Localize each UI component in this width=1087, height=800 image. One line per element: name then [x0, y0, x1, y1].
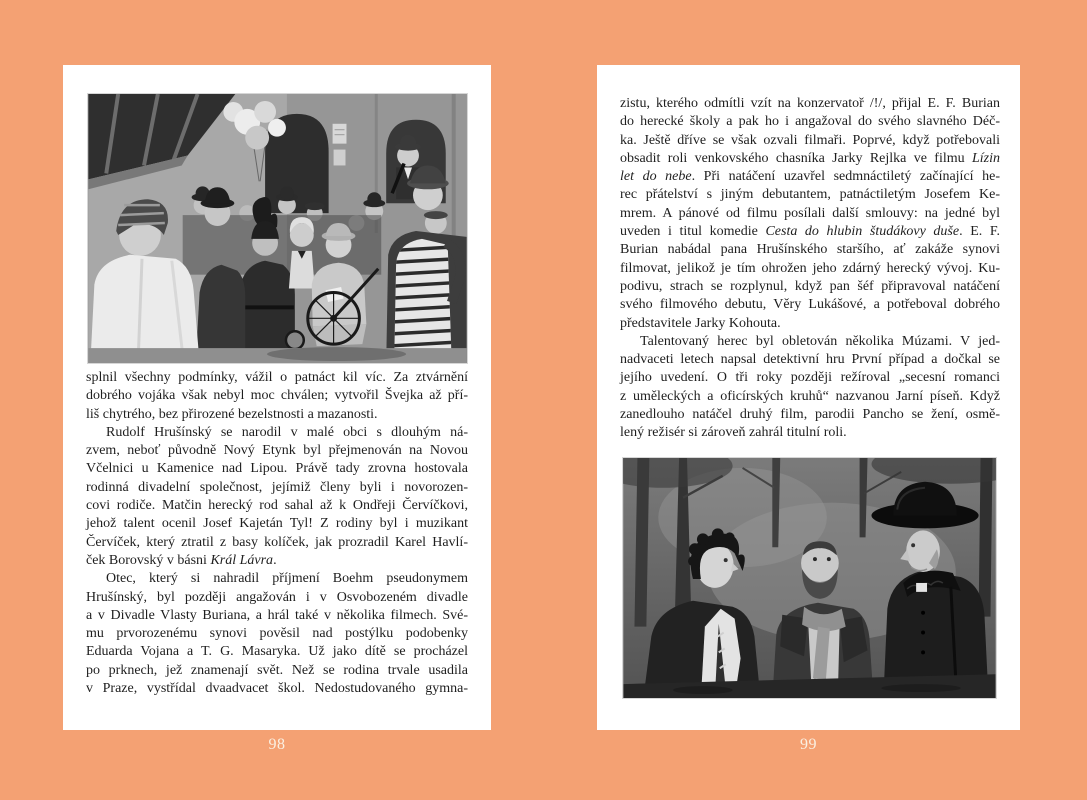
text-line: představitele Jarky Kohouta. [620, 315, 781, 331]
text-line: splnil všechny podmínky, vážil o patnáct kil víc. Za ztvárnění [86, 370, 468, 385]
text-line: rodinná divadelní společnost, jejímiž členy byli i novorozen- [86, 479, 468, 495]
page-number-left: 98 [268, 736, 286, 753]
text-line: a v Divadle Vlasty Buriana, a hrál také v několika filmech. Své- [86, 607, 468, 623]
crowd-photo [87, 93, 468, 364]
text-line: Včelnici u Kamenice nad Lipou. Právě tady zrovna hostovala [86, 461, 468, 477]
blonde-woman [289, 217, 315, 288]
film-still-illustration [623, 458, 996, 698]
text-line: ka. Ještě dříve se však ozvali filmaři. Poprvé, když potřebovali [620, 132, 1000, 148]
text-line: zistu, kterého odmítli vzít na konzervatoř /!/, přijal E. F. Burian [620, 96, 1000, 111]
text-line: zanedlouho natáčel druhý film, parodii Pancho se žení, osmě- [620, 407, 1000, 423]
crowd-photo-illustration [88, 94, 467, 363]
text-line: mrem. A pánové od filmu posílali další smlouvy: na jedné byl [620, 205, 1000, 221]
text-line: Hrušínský, byl později angažován i v Osvobozeném divadle [86, 589, 468, 605]
page-number-right: 99 [800, 736, 817, 753]
page-left [63, 65, 491, 730]
text-line: Eduarda Vojana a T. G. Masaryka. Už jako dítě se procházel [86, 644, 468, 660]
text-line: covi rodiče. Matčin herecký rod sahal až k Ondřeji Červíčkovi, [86, 498, 468, 514]
text-line: z uměleckých a oficírských kruhů“ nazvanou Jarní píseň. Když [620, 388, 1000, 404]
text-line: do herecké školy a pak ho i angažoval do svého slavného Déč- [620, 114, 1000, 130]
text-line: rec přátelství s jiným debutantem, patnáctiletým Josefem Ke- [620, 187, 1000, 203]
text-line: Otec, který si nahradil příjmení Boehm pseudonymem [106, 571, 468, 587]
text-line: lený režisér si zároveň zahrál titulní roli. [620, 425, 847, 441]
page-right [597, 65, 1020, 730]
text-line: nadvaceti letech napsal detektivní hru První případ a dočkal se [620, 352, 1000, 368]
text-line: liš chytrého, bez přirozené bezelstnosti a mazanosti. [86, 406, 378, 422]
text-line: Talentovaný herec byl obletován několika Múzami. V jed- [640, 333, 1000, 349]
text-line: uveden i titul komedie Cesta do hlubin študákovy duše. E. F. [620, 224, 1001, 240]
text-line: podivu, strach se rozplynul, když pan šéf připravoval natáčení [620, 278, 1000, 294]
text-line: Burian nabádal pana Hrušínského staršího, ať zakáže synovi [620, 242, 1000, 258]
text-line: svého filmového debutu, Věry Lukášové, a potřeboval dobrého [620, 297, 1000, 313]
text-line: jehož talent ocenil Josef Kajetán Tyl! Z rodiny byl i muzikant [86, 516, 468, 532]
text-line: filmovat, jelikož je tím ohrožen jeho zdárný herecký vývoj. Ku- [620, 260, 1000, 276]
film-still-photo [622, 457, 997, 699]
text-line: dobrého vojáka však nebyl moc chválen; vytvořil Švejka až pří- [86, 388, 468, 404]
text-line: let do nebe. Při natáčení uzavřel sedmnáctiletý začínající he- [620, 169, 1001, 185]
text-line: zvem, neboť původně Nový Etynk byl přejmenován na Novou [86, 443, 468, 459]
text-line: ček Borovský v básni Král Lávra. [86, 552, 277, 568]
text-line: v Praze, vystřídal dvaadvacet škol. Nedostudovaného gymna- [86, 681, 468, 697]
text-line: mu prvorozenému synovi pověsil nad postýlku podobenky [86, 626, 468, 642]
text-line: po prknech, jež znamenají svět. Než se rodina trvale usadila [86, 662, 468, 678]
text-line: jejího uvedení. O tři roky později režíroval „secesní romanci [620, 370, 1000, 386]
text-line: obsadit roli venkovského chasníka Jarky Rejlka ve filmu Lízin [620, 150, 1000, 166]
left-page-text [86, 369, 468, 698]
text-line: Červíček, který ztratil z basy kolíček, jak prozradil Karel Havlí- [86, 534, 468, 550]
text-line: Rudolf Hrušínský se narodil v malé obci s dlouhým ná- [106, 424, 468, 440]
right-page-text [620, 95, 1000, 443]
